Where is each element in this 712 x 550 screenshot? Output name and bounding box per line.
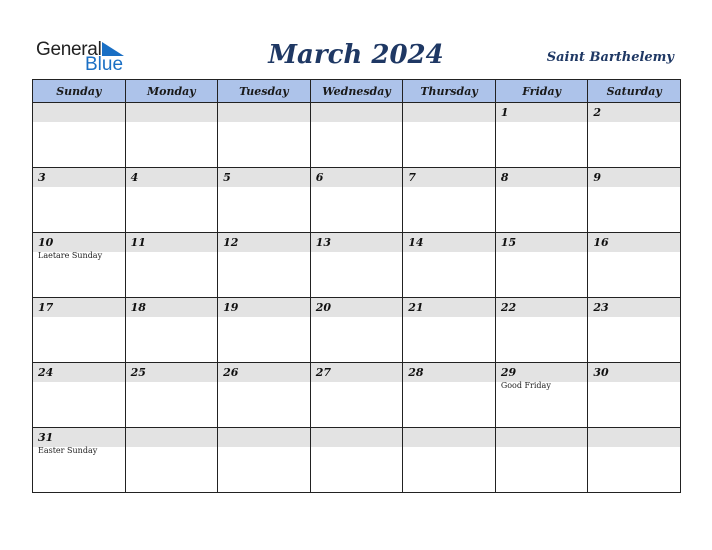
week-row (33, 233, 681, 298)
day-number: 4 (126, 168, 218, 187)
weekday-header: Monday (125, 80, 218, 103)
day-number: 19 (218, 298, 310, 317)
day-number: 2 (588, 103, 680, 122)
week-row (33, 363, 681, 428)
day-cell (33, 428, 126, 493)
day-cell (495, 298, 588, 363)
weekday-header: Wednesday (310, 80, 403, 103)
day-cell (403, 298, 496, 363)
day-number (403, 103, 495, 122)
day-number: 24 (33, 363, 125, 382)
day-number (311, 428, 403, 447)
day-number: 23 (588, 298, 680, 317)
day-cell (33, 233, 126, 298)
day-cell (125, 298, 218, 363)
day-number: 10 (33, 233, 125, 252)
day-cell (403, 103, 496, 168)
weekday-header: Tuesday (218, 80, 311, 103)
day-cell (495, 233, 588, 298)
day-cell (125, 103, 218, 168)
day-cell (403, 428, 496, 493)
week-row (33, 298, 681, 363)
holiday-label: Laetare Sunday (38, 251, 103, 260)
day-cell (495, 103, 588, 168)
day-number: 7 (403, 168, 495, 187)
region-label: Saint Barthelemy (546, 50, 674, 65)
weekday-header: Sunday (33, 80, 126, 103)
day-cell (403, 233, 496, 298)
day-number (496, 428, 588, 447)
day-cell (310, 103, 403, 168)
holiday-label: Easter Sunday (38, 446, 98, 455)
day-number (126, 428, 218, 447)
week-row (33, 428, 681, 493)
week-row (33, 168, 681, 233)
day-number (218, 428, 310, 447)
day-cell (218, 298, 311, 363)
day-cell (33, 103, 126, 168)
day-cell (218, 428, 311, 493)
day-cell (495, 168, 588, 233)
weekday-header: Saturday (588, 80, 681, 103)
logo-text-general: General (36, 39, 102, 60)
day-cell (218, 233, 311, 298)
day-cell (33, 168, 126, 233)
day-cell (495, 428, 588, 493)
day-cell (588, 428, 681, 493)
day-number: 21 (403, 298, 495, 317)
day-cell (125, 428, 218, 493)
weekday-header-row (33, 80, 681, 103)
day-number: 3 (33, 168, 125, 187)
weekday-header: Friday (495, 80, 588, 103)
day-number (403, 428, 495, 447)
day-cell (588, 168, 681, 233)
day-cell (125, 168, 218, 233)
day-cell (588, 103, 681, 168)
day-number: 28 (403, 363, 495, 382)
day-number (218, 103, 310, 122)
day-number: 31 (33, 428, 125, 447)
holiday-label: Good Friday (500, 381, 551, 390)
day-number: 18 (126, 298, 218, 317)
day-number: 30 (588, 363, 680, 382)
day-cell (218, 363, 311, 428)
day-cell (310, 428, 403, 493)
day-number: 14 (403, 233, 495, 252)
day-cell (33, 298, 126, 363)
day-cell (33, 363, 126, 428)
day-number: 25 (126, 363, 218, 382)
day-number: 22 (496, 298, 588, 317)
day-cell (310, 298, 403, 363)
calendar-grid (32, 79, 681, 493)
weekday-header: Thursday (403, 80, 496, 103)
day-cell (495, 363, 588, 428)
day-number: 20 (311, 298, 403, 317)
day-number: 8 (496, 168, 588, 187)
day-cell (218, 168, 311, 233)
calendar-title: March 2024 (268, 40, 444, 70)
day-number: 5 (218, 168, 310, 187)
day-number: 16 (588, 233, 680, 252)
day-number: 17 (33, 298, 125, 317)
day-number: 26 (218, 363, 310, 382)
week-row (33, 103, 681, 168)
day-cell (588, 233, 681, 298)
day-cell (588, 298, 681, 363)
day-cell (125, 233, 218, 298)
day-number: 11 (126, 233, 218, 252)
day-number: 13 (311, 233, 403, 252)
day-cell (403, 363, 496, 428)
day-cell (218, 103, 311, 168)
day-cell (125, 363, 218, 428)
day-cell (310, 168, 403, 233)
day-number: 27 (311, 363, 403, 382)
day-cell (588, 363, 681, 428)
day-cell (403, 168, 496, 233)
day-number: 9 (588, 168, 680, 187)
day-number: 6 (311, 168, 403, 187)
day-number (311, 103, 403, 122)
day-number: 29 (496, 363, 588, 382)
day-number: 1 (496, 103, 588, 122)
day-number (33, 103, 125, 122)
day-number (126, 103, 218, 122)
logo-text-blue: Blue (85, 54, 124, 75)
day-cell (310, 233, 403, 298)
day-number: 15 (496, 233, 588, 252)
day-cell (310, 363, 403, 428)
day-number: 12 (218, 233, 310, 252)
day-number (588, 428, 680, 447)
